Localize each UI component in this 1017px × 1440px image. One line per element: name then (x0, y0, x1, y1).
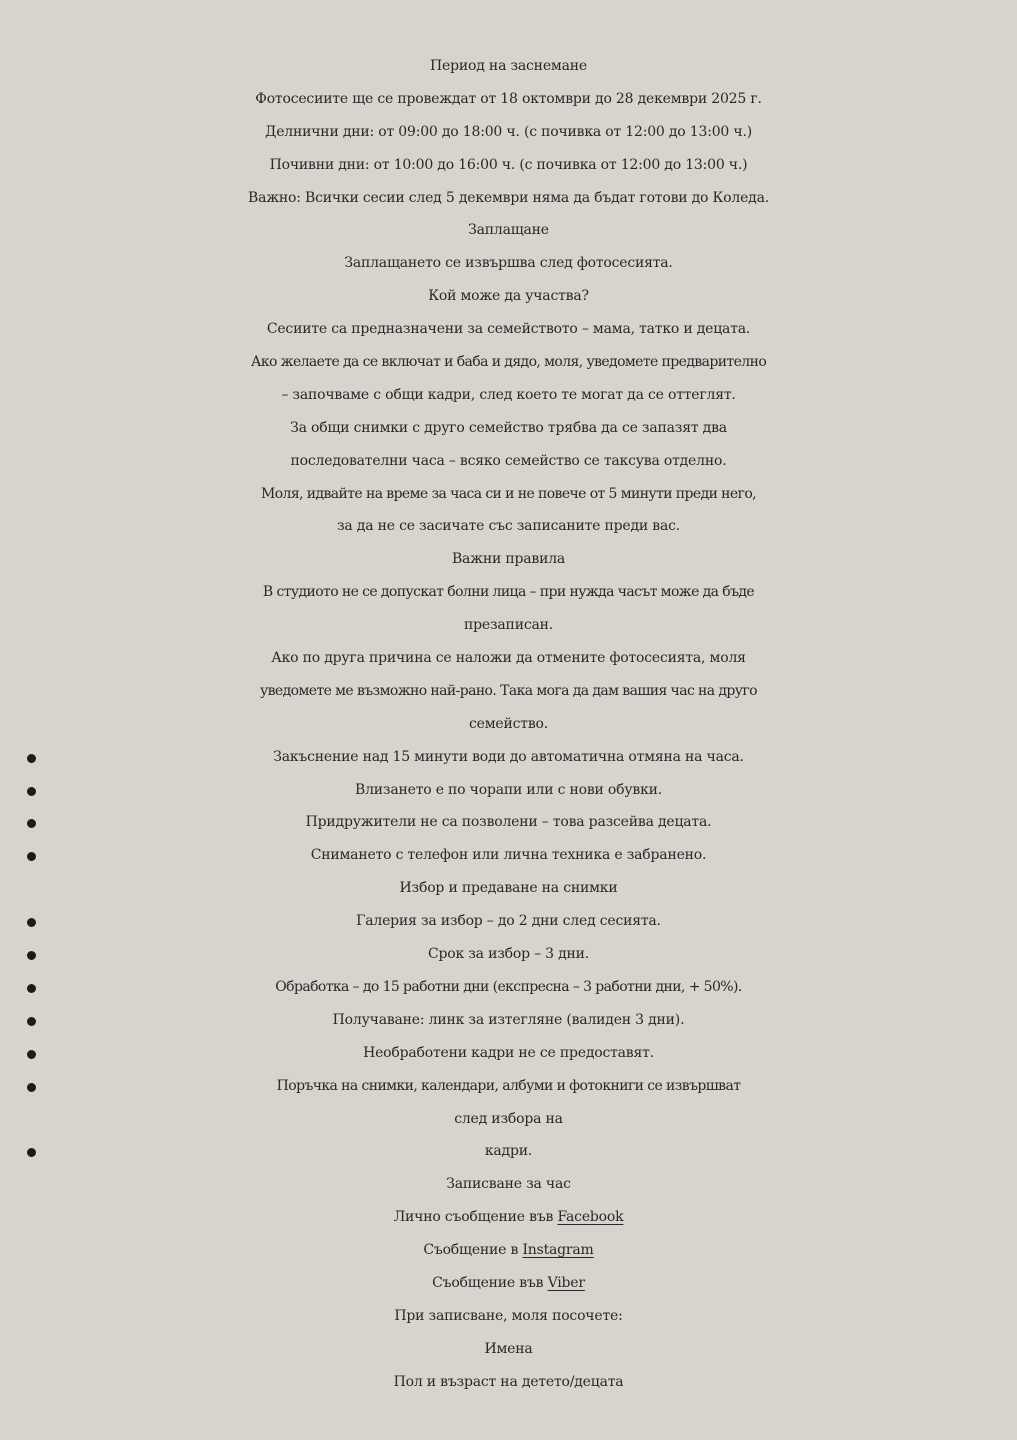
bullet-text: Обработка – до 15 работни дни (експресна – 3 работни дни, + 50%). (275, 978, 742, 995)
bullet-text: Необработени кадри не се предоставят. (363, 1044, 654, 1061)
rules-bullet-item (0, 839, 1017, 872)
bullet-icon (27, 918, 36, 927)
period-line: Делнични дни: от 09:00 до 18:00 ч. (с почивка от 12:00 до 13:00 ч.) (265, 123, 752, 140)
rules-line: уведомете ме възможно най-рано. Така мога да дам вашия час на друго (260, 682, 757, 699)
participants-line: Сесиите са предназначени за семейството – мама, татко и децата. (266, 321, 751, 338)
bullet-icon (27, 819, 36, 828)
delivery-bullet-item (0, 905, 1017, 938)
section-heading-delivery: Избор и предаване на снимки (399, 880, 618, 897)
bullet-icon (27, 754, 36, 763)
booking-instagram (0, 1234, 1017, 1267)
delivery-bullet-item (0, 938, 1017, 971)
instagram-link[interactable]: Instagram (522, 1242, 594, 1259)
period-line: Фотосесиите ще се провеждат от 18 октомври до 28 декември 2025 г. (255, 90, 762, 107)
facebook-link[interactable]: Facebook (557, 1209, 624, 1226)
delivery-bullet-item (0, 1004, 1017, 1037)
facebook-prefix: Лично съобщение във (393, 1209, 558, 1226)
bullet-icon (27, 787, 36, 796)
participants-line: За общи снимки с друго семейство трябва да се запазят два (290, 419, 727, 436)
rules-line: презаписан. (464, 617, 553, 634)
section-heading-period: Период на заснемане (430, 58, 587, 74)
bullet-icon (27, 1050, 36, 1059)
delivery-continuation: след избора на (454, 1110, 563, 1127)
bullet-text: Закъснение над 15 минути води до автоматична отмяна на часа. (273, 748, 744, 765)
rules-bullet-item (0, 741, 1017, 774)
participants-line: – започваме с общи кадри, след което те могат да се оттеглят. (281, 386, 736, 403)
bullet-icon (27, 1148, 36, 1157)
delivery-bullet-item (0, 1070, 1017, 1103)
delivery-bullet-item (0, 1037, 1017, 1070)
participants-line: Ако желаете да се включат и баба и дядо, моля, уведомете предварително (250, 354, 767, 371)
bullet-text: Влизането е по чорапи или с нови обувки. (354, 781, 662, 798)
booking-facebook (0, 1201, 1017, 1234)
booking-viber (0, 1267, 1017, 1300)
instagram-prefix: Съобщение в (423, 1242, 523, 1259)
bullet-icon (27, 951, 36, 960)
bullet-text: Снимането с телефон или лична техника е забранено. (310, 847, 707, 864)
bullet-icon (27, 984, 36, 993)
rules-line: В студиото не се допускат болни лица – при нужда часът може да бъде (262, 584, 755, 601)
bullet-icon (27, 852, 36, 861)
section-heading-payment: Заплащане (468, 222, 549, 239)
bullet-text: Срок за избор – 3 дни. (427, 946, 590, 963)
rules-bullet-item (0, 774, 1017, 807)
bullet-text: Придружители не са позволени – това разсейва децата. (305, 814, 712, 831)
bullet-icon (27, 1083, 36, 1092)
participants-line: последователни часа – всяко семейство се таксува отделно. (290, 452, 727, 469)
period-line: Почивни дни: от 10:00 до 16:00 ч. (с почивка от 12:00 до 13:00 ч.) (269, 156, 748, 173)
document-content (0, 50, 1017, 1399)
booking-item: Пол и възраст на детето/децата (393, 1373, 624, 1390)
payment-line: Заплащането се извършва след фотосесията. (344, 255, 673, 272)
viber-link[interactable]: Viber (547, 1274, 585, 1291)
viber-prefix: Съобщение във (432, 1274, 548, 1291)
bullet-text: Получаване: линк за изтегляне (валиден 3 дни). (332, 1011, 685, 1028)
booking-note: При записване, моля посочете: (394, 1307, 623, 1324)
participants-line: Моля, идвайте на време за часа си и не повече от 5 минути преди него, (260, 485, 757, 502)
bullet-icon (27, 1017, 36, 1026)
bullet-text: Поръчка на снимки, календари, албуми и фотокниги се извършват (276, 1077, 741, 1094)
participants-line: за да не се засичате със записаните преди вас. (336, 518, 681, 535)
section-heading-booking: Записване за час (446, 1176, 571, 1193)
section-heading-participants: Кой може да участва? (428, 288, 589, 305)
booking-item: Имена (484, 1340, 533, 1357)
rules-line: семейство. (469, 715, 548, 732)
delivery-bullet-item (0, 971, 1017, 1004)
bullet-text: кадри. (484, 1143, 533, 1160)
section-heading-rules: Важни правила (451, 551, 566, 568)
rules-bullet-item (0, 806, 1017, 839)
period-line: Важно: Всички сесии след 5 декември няма да бъдат готови до Коледа. (248, 189, 769, 206)
bullet-text: Галерия за избор – до 2 дни след сесията. (356, 913, 661, 930)
rules-line: Ако по друга причина се наложи да отмените фотосесията, моля (271, 650, 746, 667)
delivery-bullet-item (0, 1135, 1017, 1168)
